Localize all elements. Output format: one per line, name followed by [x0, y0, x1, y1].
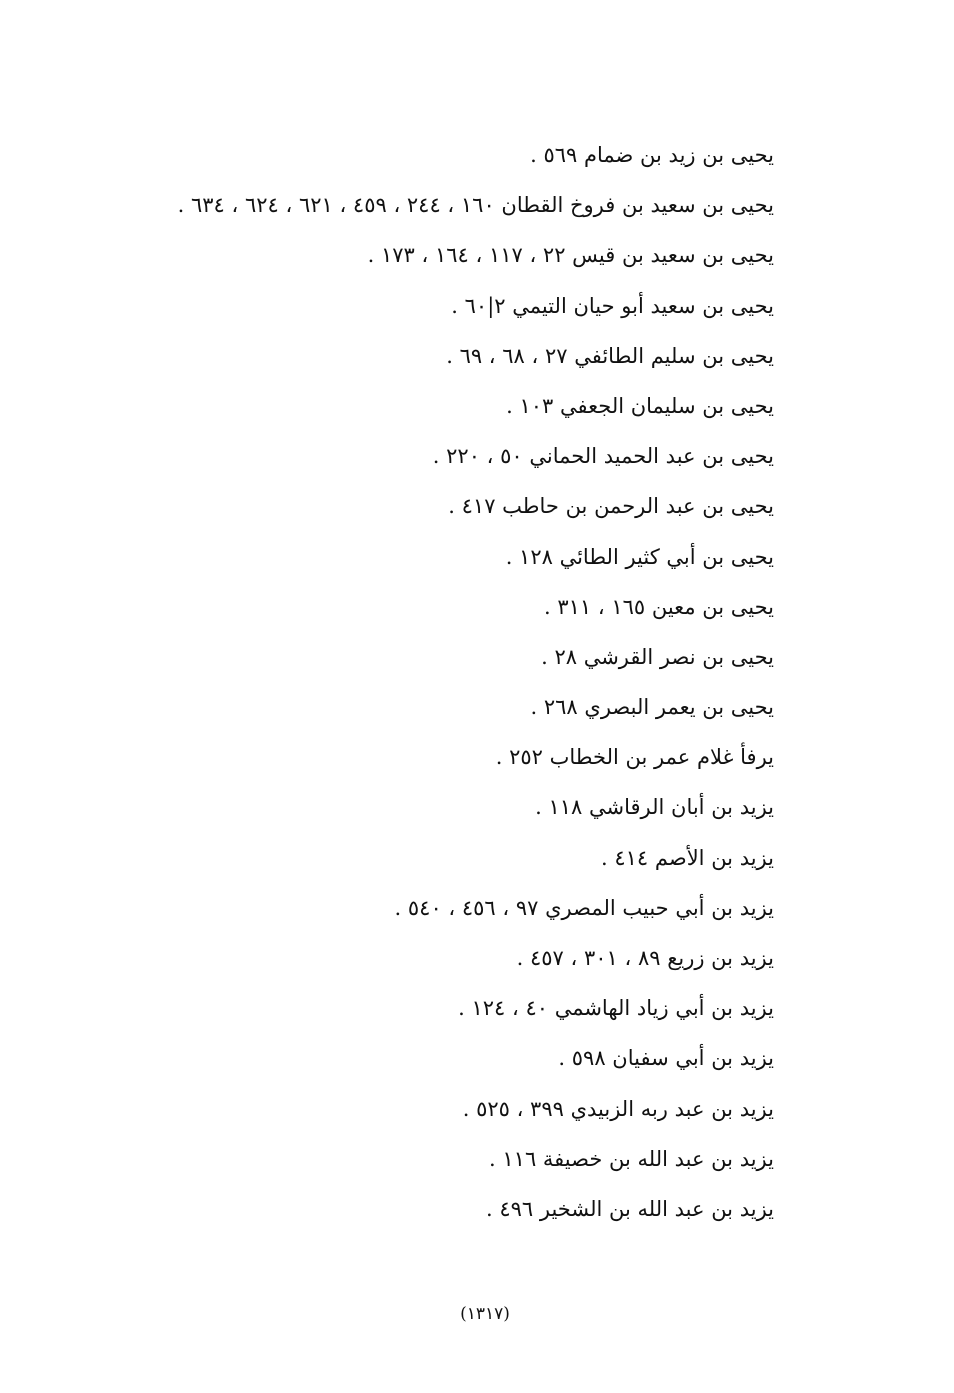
index-entry: يحيى بن زيد بن ضمام ٥٦٩ .	[530, 143, 774, 167]
index-entry: يحيى بن سليمان الجعفي ١٠٣ .	[506, 393, 774, 418]
page-number: (١٣١٧)	[460, 1304, 510, 1324]
index-entry: يحيى بن يعمر البصري ٢٦٨ .	[530, 695, 774, 720]
index-entry: يحيى بن سليم الطائفي ٢٧ ، ٦٨ ، ٦٩ .	[446, 343, 774, 368]
index-entry: يزيد بن عبد الله بن خصيفة ١١٦ .	[489, 1146, 774, 1171]
index-entry: يزيد بن أبي حبيب المصري ٩٧ ، ٤٥٦ ، ٥٤٠ .	[394, 895, 774, 920]
index-entry: يزيد بن عبد ربه الزبيدي ٣٩٩ ، ٥٢٥ .	[462, 1096, 774, 1121]
index-entry: يحيى بن أبي كثير الطائي ١٢٨ .	[505, 544, 774, 569]
index-entry: يحيى بن سعيد بن قيس ٢٢ ، ١١٧ ، ١٦٤ ، ١٧٣ .	[367, 243, 774, 268]
index-entry: يحيى بن معين ١٦٥ ، ٣١١ .	[544, 594, 774, 619]
index-entry: يحيى بن سعيد بن فروخ القطان ١٦٠ ، ٢٤٤ ، ٤٥٩ ، ٦٢١ ، ٦٢٤ ، ٦٣٤ .	[177, 193, 774, 218]
index-entry: يحيى بن عبد الرحمن بن حاطب ٤١٧ .	[448, 494, 774, 519]
index-entry: يزيد بن عبد الله بن الشخير ٤٩٦ .	[486, 1196, 774, 1221]
index-entry: يزيد بن أبي زياد الهاشمي ٤٠ ، ١٢٤ .	[458, 996, 774, 1021]
index-entry: يحيى بن نصر القرشي ٢٨ .	[541, 644, 774, 669]
index-entry: يحيى بن عبد الحميد الحماني ٥٠ ، ٢٢٠ .	[432, 444, 774, 469]
index-entry: يزيد بن زريع ٨٩ ، ٣٠١ ، ٤٥٧ .	[516, 946, 774, 970]
index-entry: يحيى بن سعيد أبو حيان التيمي ٢|٦٠ .	[451, 293, 774, 318]
index-entry: يزيد بن أبي سفيان ٥٩٨ .	[558, 1046, 774, 1071]
index-entry: يزيد بن الأصم ٤١٤ .	[601, 845, 774, 870]
index-entry: يرفأ غلام عمر بن الخطاب ٢٥٢ .	[495, 745, 774, 770]
index-entry: يزيد بن أبان الرقاشي ١١٨ .	[535, 795, 774, 820]
index-entry-list	[134, 130, 774, 1234]
